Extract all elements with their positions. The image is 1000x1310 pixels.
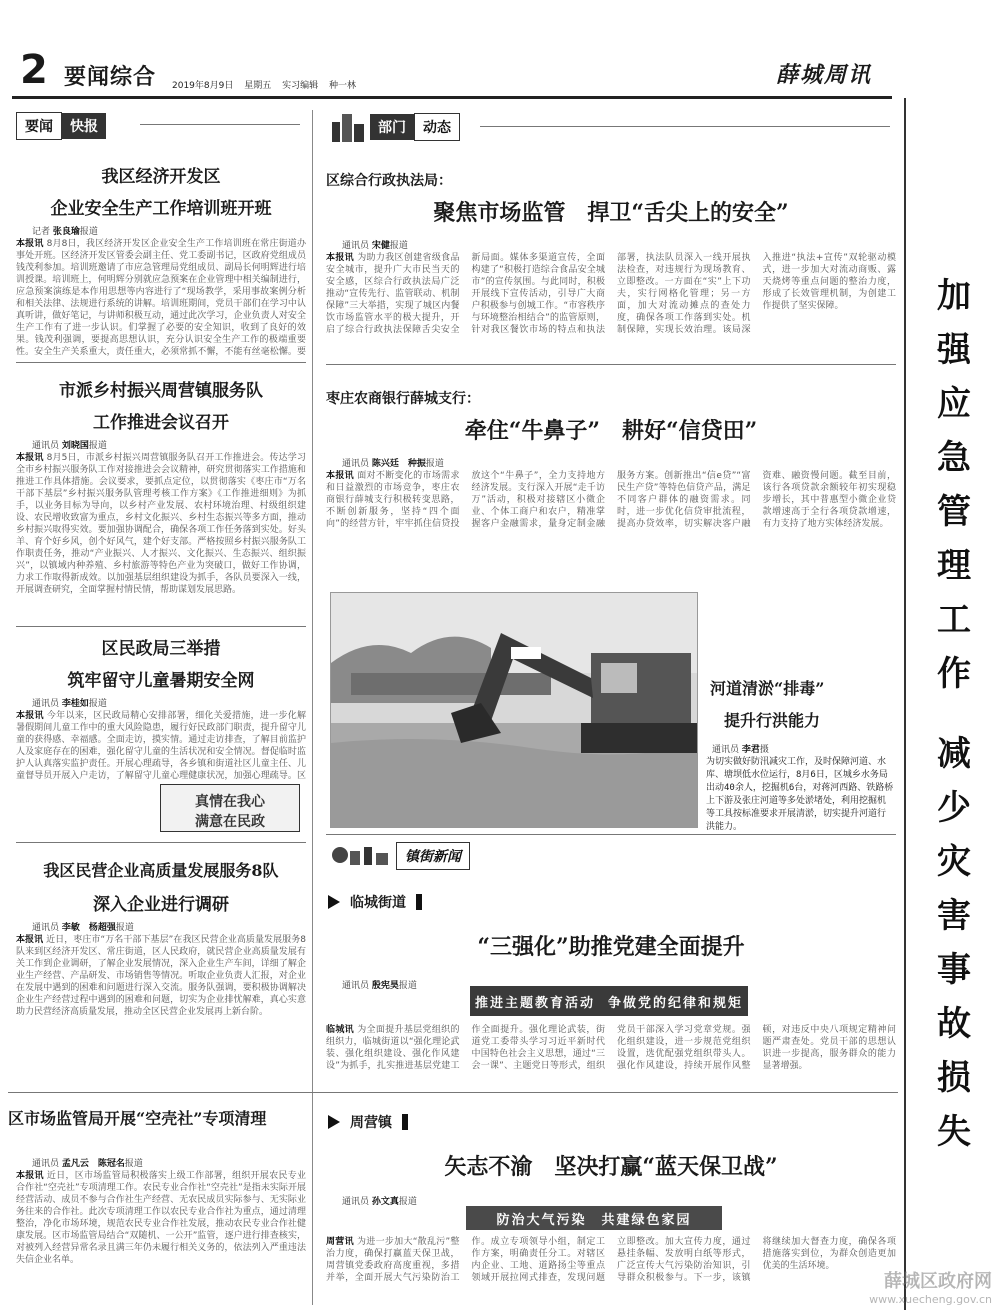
watermark-site: 薛城区政府网	[884, 1271, 992, 1292]
excavator-photo	[330, 592, 698, 828]
article-body: 本报讯 近日，区市场监管局积极落实上级工作部署，组织开展农民专业合作社“空壳社”专项清理工作。农民专业合作社“空壳社”是指未实际开展经营活动、成员不参与合作社生产经营、无农民成员实际参与、无实际业务往来的合作社。此次专项清理工作以农民专业合作社为重点，通过清理整治，净化市场环境，规范农民专业合作社发展，推动农民专业合作社健康发展。区市场监管局结合“双随机、一公开”监管，逐户进行排查核实，对被列入经营异常名录且满三年仍未履行相关义务的，依法列入严重违法失信企业名单。	[16, 1171, 306, 1265]
slogan-stamp	[160, 784, 300, 832]
banner-label-right: 动态	[414, 113, 460, 141]
stamp-line: 真情在我心	[195, 794, 265, 810]
story-body: 本报讯 面对不断变化的市场需求和日益激烈的市场竞争，枣庄农商银行薛城支行积极转变思路，不断创新服务，坚持“四个面向”的经营方针，牢牢抓住信贷投放这个“牛鼻子”，全力支持地方经济发展。支行深入开展“走千访万”活动，积极对接辖区小微企业、个体工商户和农户，精准掌握客户金融需求，量身定制金融服务方案。创新推出“信e贷”“富民生产贷”等特色信贷产品，满足不同客户群体的融资需求。同时，进一步优化信贷审批流程，提高办贷效率，切实解决客户融资难、融资慢问题。截至目前，该行各项贷款余额较年初实现稳步增长，其中普惠型小微企业贷款增速高于全行各项贷款增速，有力支持了地方实体经济发展。	[326, 471, 896, 529]
page-header	[12, 40, 892, 100]
article-byline: 通讯员 李桂如报道	[32, 699, 107, 709]
slogan-char: 应	[937, 384, 971, 424]
photo-caption-headline: 提升行洪能力	[724, 711, 821, 730]
slogan-char: 管	[937, 492, 971, 532]
page-number: 2	[20, 47, 48, 93]
story-headline: 牵住“牛鼻子” 耕好“信贷田”	[464, 418, 758, 444]
article-byline: 通讯员 李敏 杨超强报道	[32, 923, 134, 933]
banner-label-right: 快报	[62, 113, 106, 139]
slogan-char: 少	[937, 788, 971, 828]
photo-byline: 通讯员 李君摄	[712, 745, 769, 755]
story-byline: 通讯员 陈兴廷 种振报道	[342, 459, 444, 469]
story-byline: 通讯员 孙文真报道	[342, 1197, 417, 1207]
banner-rule	[480, 126, 890, 127]
article-headline: 区民政局三举措	[101, 639, 221, 659]
story-body: 本报讯 为助力我区创建省级食品安全城市，提升广大市民当天的安全感，区综合行政执法局广泛推动“宣传先行、监管联动、机制保障”三大举措，实现了城区内餐饮市场监管水平的极大提升，开启了综合行政执法保障舌尖安全新局面。媒体多渠道宣传，全面构建了“积极打造综合食品安全城市”的宣传氛围。与此同时，积极开展线下宣传活动，引导广大商户积极参与创城工作。“市容秩序与环境整治相结合”的监管原则，针对我区餐饮市场的特点和执法部署，执法队员深入一线开展执法检查，对违规行为现场教育、立即整改。一方面在“实”上下功夫，实行网格化管理；另一方面，加大对流动摊点的查处力度，确保各项工作落到实处。机制保障，实现长效治理。该局深入推进“执法+宣传”双轮驱动模式，进一步加大对流动商贩、露天烧烤等重点问题的整治力度，形成了长效管理机制，为创建工作提供了坚实保障。	[326, 253, 896, 335]
issue-weekday: 星期五	[244, 81, 272, 91]
slogan-char: 加	[937, 276, 971, 316]
story-body: 临城讯 为全面提升基层党组织的组织力，临城街道以“强化理论武装、强化组织建设、强化作风建设”为抓手，扎实推进基层党建工作全面提升。强化理论武装，街道党工委带头学习习近平新时代中国特色社会主义思想，通过“三会一课”、主题党日等形式，组织党员干部深入学习党章党规。强化组织建设，进一步规范党组织设置，选优配强党组织带头人。强化作风建设，持续开展作风整顿，对违反中央八项规定精神问题严肃查处。党员干部的思想认识进一步提高，服务群众的能力显著增强。	[326, 1025, 896, 1071]
editor-name: 种一林	[329, 81, 357, 91]
department-banner	[330, 112, 460, 142]
town-icon	[330, 845, 390, 867]
article-divider	[16, 362, 306, 363]
theme-strip	[470, 986, 748, 1016]
article-body: 本报讯 8月8日，我区经济开发区企业安全生产工作培训班在常庄街道办事处开班。区经济开发区管委会副主任、党工委副书记，区政府党组成员钱茂利参加。培训班邀请了市应急管理局党组成员、副局长何明辉进行培训授课。培训班上，何明辉分别就应急预案在企业管理中相关编制进行，应急预案演练是本作用思想等内容进行了“现场教学，采用事故案例分析和相关法律、法规进行系统的讲解。培训班期间，党员干部们在学习中认真听讲，做好笔记，与讲师积极互动，通过此次学习，企业负责人对安全生产工作有了进一步认识。们掌握了必要的安全知识，收到了良好的效果。钱茂利强调，要提高思想认识，充分认识安全生产工作的极端重要性。安全生产关系重大，责任重大，必须常抓不懈，不能有丝毫松懈。要	[16, 239, 306, 356]
square-icon	[402, 1114, 408, 1130]
slogan-char: 事	[937, 950, 971, 990]
story-byline: 通讯员 宋健报道	[342, 241, 408, 251]
article-headline: 市派乡村振兴周营镇服务队	[59, 381, 263, 401]
triangle-icon	[328, 895, 340, 909]
subsection-marker	[328, 892, 422, 912]
story-kicker: 枣庄农商银行薛城支行：	[326, 391, 480, 407]
slogan-char: 害	[937, 896, 971, 936]
article-headline: 筑牢留守儿童暑期安全网	[67, 671, 255, 691]
slogan-char: 理	[937, 546, 971, 586]
slogan-char: 损	[937, 1058, 971, 1098]
theme-strip	[466, 1206, 722, 1230]
story-headline: 聚焦市场监管 捍卫“舌尖上的安全”	[433, 200, 789, 226]
article-divider	[16, 626, 306, 627]
town-news-banner	[330, 842, 470, 870]
header-rule	[12, 96, 892, 99]
article-body: 本报讯 今年以来，区民政局精心安排部署，细化关爱措施，进一步化解暑假期间儿童工作中的重大风险隐患，履行好民政部门职责，提升留守儿童的获得感、幸福感。全面走访，摸实情。通过走访排查，了解目前监护人及家庭存在的困难，强化留守儿童的生活状况和安全情况。督促临时监护人认真落实监护责任。开展心理疏导，各乡镇和街道社区儿童主任、儿童督导员开展入户走访，了解留守儿童心理健康状况，加强心理疏导。区	[16, 711, 306, 781]
story-body: 周营讯 为进一步加大“散乱污”整治力度，确保打赢蓝天保卫战，周营镇党委政府高度重视，多措并举，全面开展大气污染防治工作。成立专项领导小组，制定工作方案，明确责任分工。对辖区内企业、工地、道路扬尘等重点领域开展拉网式排查，发现问题立即整改。加大宣传力度，通过悬挂条幅、发放明白纸等形式，广泛宣传大气污染防治知识，引导群众积极参与。下一步，该镇将继续加大督查力度，确保各项措施落实到位，为群众创造更加优美的生活环境。	[326, 1237, 896, 1283]
editor-label: 实习编辑	[282, 81, 319, 91]
building-icon	[330, 112, 366, 142]
photo-caption-headline: 河道清淤“排毒”	[710, 679, 825, 698]
article-headline: 企业安全生产工作培训班开班	[50, 199, 272, 219]
banner-label: 镇街新闻	[396, 842, 470, 870]
subsection-marker	[328, 1112, 408, 1132]
article-headline: 深入企业进行调研	[93, 895, 229, 915]
slogan-char: 工	[937, 600, 971, 640]
slogan-char: 故	[937, 1004, 971, 1044]
slogan-char: 减	[937, 734, 971, 774]
section-divider	[326, 834, 896, 835]
strip-text: 争做党的纪律和规矩	[608, 995, 744, 1011]
banner-label-left: 部门	[370, 114, 414, 140]
story-headline: “三强化”助推党建全面提升	[477, 934, 745, 960]
strip-text: 推进主题教育活动	[474, 995, 595, 1011]
article-byline: 记者 张良瑜报道	[32, 227, 98, 237]
photo-caption-text: 为切实做好防汛减灾工作，及时保障河道、水库、塘坝低水位运行，8月6日，区城乡水务局出动40余人，挖掘机6台，对蒋河西路、铁路桥上下游及张庄河道等多处淤堵处，利用挖掘机等工具按标准要求开展清淤，切实提升河道行洪能力。	[706, 757, 894, 832]
article-divider	[16, 842, 306, 843]
story-headline: 矢志不渝 坚决打赢“蓝天保卫战”	[444, 1154, 778, 1180]
header-meta	[172, 78, 364, 91]
slogan-char: 强	[937, 330, 971, 370]
masthead-logo: 薛城周讯	[775, 62, 872, 88]
column-divider	[312, 110, 313, 1305]
site-watermark	[869, 1267, 992, 1306]
slogan-char: 灾	[937, 842, 971, 882]
article-headline: 我区民营企业高质量发展服务8队	[43, 861, 279, 880]
article-headline: 我区经济开发区	[101, 167, 221, 187]
article-headline: 工作推进会议召开	[93, 413, 229, 433]
subsection-place: 周营镇	[350, 1115, 392, 1131]
slogan-char: 急	[937, 438, 971, 478]
slogan-char: 失	[937, 1112, 971, 1152]
strip-text: 防治大气污染 共建绿色家园	[496, 1212, 692, 1228]
article-byline: 通讯员 孟凡云 陈冠名报道	[32, 1159, 143, 1169]
slogan-char: 作	[937, 654, 971, 694]
watermark-url: www.xuecheng.gov.cn	[869, 1293, 992, 1306]
stamp-line: 满意在民政	[195, 814, 265, 830]
story-divider	[326, 364, 896, 365]
issue-date: 2019年8月9日	[172, 81, 234, 91]
square-icon	[416, 894, 422, 910]
article-byline: 通讯员 刘晓国报道	[32, 441, 107, 451]
article-headline: 区市场监管局开展“空壳社”专项清理	[8, 1109, 267, 1128]
triangle-icon	[328, 1115, 340, 1129]
article-body: 本报讯 8月5日，市派乡村振兴周营镇服务队召开工作推进会。传达学习全市乡村振兴服务队工作对接推进会会议精神，研究贯彻落实工作措施和推进工作具体措施。会议要求，要抓点定位，以贯彻落实《枣庄市“万名干部下基层”乡村振兴服务队管理考核工作方案》《工作推进细则》为抓手，以业务目标为导向，以乡村产业发展、农村环境治理、村级组织建设、农民增收致富为重点，乡村文化振兴、乡村生态振兴等多方面，推动乡村振兴取得实效。要加强协调配合，确保各项工作任务落到实处。好头羊、育个好乡风，创个好风气，建个好支部。严格按照乡村振兴服务队工作职责任务，推动“产业振兴、人才振兴、文化振兴、生态振兴、组织振兴”，以镇域内种养殖、乡村旅游等特色产业为突破口，做好工作协调，力求工作取得新成效。以加强基层组织建设为抓手，各队员要深入一线，开展调查研究，全面掌握村情民情，帮助谋划发展思路。	[16, 453, 306, 595]
subsection-place: 临城街道	[350, 895, 406, 911]
story-byline: 通讯员 殷宪昊报道	[342, 981, 417, 991]
banner-label-left: 要闻	[16, 112, 62, 140]
article-body: 本报讯 近日，枣庄市“万名干部下基层”在我区民营企业高质量发展服务8队来到区经济开发区、常庄街道，区人民政府，就民营企业高质量发展有关工作到企业调研，了解企业发展情况，深入企业生产车间，详细了解企业生产经营、产品研发、市场销售等情况。听取企业负责人汇报，对企业在发展中遇到的困难和问题进行深入交流。服务队强调，要积极协调解决企业生产经营过程中遇到的困难和问题，切实为企业排忧解难，真心实意助力民营经济高质量发展，推动全区民营企业发展再上新台阶。	[16, 935, 306, 1017]
side-slogan	[904, 98, 1000, 1310]
section-name: 要闻综合	[64, 64, 157, 90]
excavator-illustration	[331, 593, 698, 828]
story-kicker: 区综合行政执法局：	[326, 173, 452, 189]
news-brief-banner	[16, 112, 106, 140]
banner-rule	[140, 124, 300, 125]
